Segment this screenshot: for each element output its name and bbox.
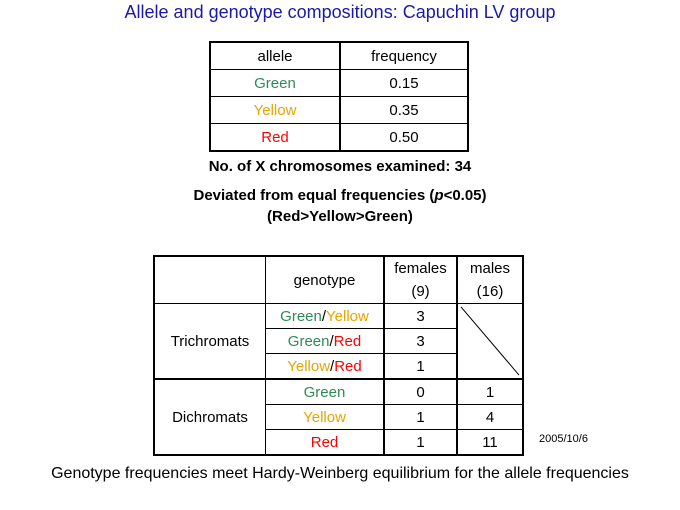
genotype-cell: Red — [266, 430, 385, 456]
males-cell: 4 — [457, 405, 523, 430]
slash: / — [329, 332, 334, 350]
allele-b: Red — [334, 357, 362, 375]
dichromats-group-label: Dichromats — [154, 379, 266, 455]
trichromats-group-label: Trichromats — [154, 304, 266, 380]
deviation-prefix: Deviated from equal frequencies ( — [193, 187, 435, 204]
table-row — [154, 304, 523, 329]
allele-cell: Yellow — [210, 97, 340, 124]
frequency-cell: 0.50 — [340, 124, 468, 152]
empty-header-cell — [154, 256, 266, 304]
females-cell: 1 — [384, 354, 457, 380]
not-applicable-cell — [457, 304, 523, 380]
males-column-header — [457, 256, 523, 304]
allele-b: Red — [333, 332, 362, 350]
table-row — [210, 124, 468, 152]
genotype-cell: Yellow — [266, 405, 385, 430]
frequency-column-header: frequency — [340, 42, 468, 70]
females-column-header — [384, 256, 457, 304]
date-stamp: 2005/10/6 — [539, 433, 588, 445]
allele-a: Green — [280, 307, 322, 325]
p-symbol: p — [434, 187, 444, 204]
frequency-cell: 0.35 — [340, 97, 468, 124]
allele-a: Green — [287, 332, 330, 350]
genotype-cell — [266, 354, 385, 380]
deviation-note — [0, 185, 680, 227]
males-count: (16) — [476, 283, 504, 300]
diagonal-slash — [458, 304, 522, 378]
slash: / — [321, 307, 327, 325]
slash: / — [330, 357, 335, 375]
genotype-cell: Green — [266, 379, 385, 405]
females-cell: 3 — [384, 304, 457, 329]
females-cell: 1 — [384, 430, 457, 456]
females-label: females — [394, 260, 447, 277]
females-cell: 1 — [384, 405, 457, 430]
allele-cell: Green — [210, 70, 340, 97]
table-header-row — [210, 42, 468, 70]
males-label: males — [469, 260, 510, 277]
allele-b: Yellow — [326, 307, 369, 325]
males-cell: 11 — [457, 430, 523, 456]
frequency-cell: 0.15 — [340, 70, 468, 97]
genotype-table — [153, 255, 524, 456]
footer-note: Genotype frequencies meet Hardy-Weinberg equilibrium for the allele frequencies — [51, 465, 629, 482]
genotype-cell — [266, 329, 385, 354]
allele-a: Yellow — [287, 357, 331, 375]
genotype-column-header: genotype — [266, 256, 385, 304]
page-title: Allele and genotype compositions: Capuchin LV group — [124, 2, 556, 22]
table-row — [210, 70, 468, 97]
deviation-order: (Red>Yellow>Green) — [267, 208, 413, 225]
table-row — [210, 97, 468, 124]
table-header-row — [154, 256, 523, 304]
chromosome-count-note: No. of X chromosomes examined: 34 — [208, 158, 472, 175]
females-cell: 0 — [384, 379, 457, 405]
table-row — [154, 379, 523, 405]
allele-frequency-table — [209, 41, 469, 152]
females-cell: 3 — [384, 329, 457, 354]
females-count: (9) — [411, 283, 430, 300]
deviation-suffix: <0.05) — [443, 187, 487, 204]
genotype-cell — [266, 304, 385, 329]
allele-column-header: allele — [210, 42, 340, 70]
allele-cell: Red — [210, 124, 340, 152]
males-cell: 1 — [457, 379, 523, 405]
